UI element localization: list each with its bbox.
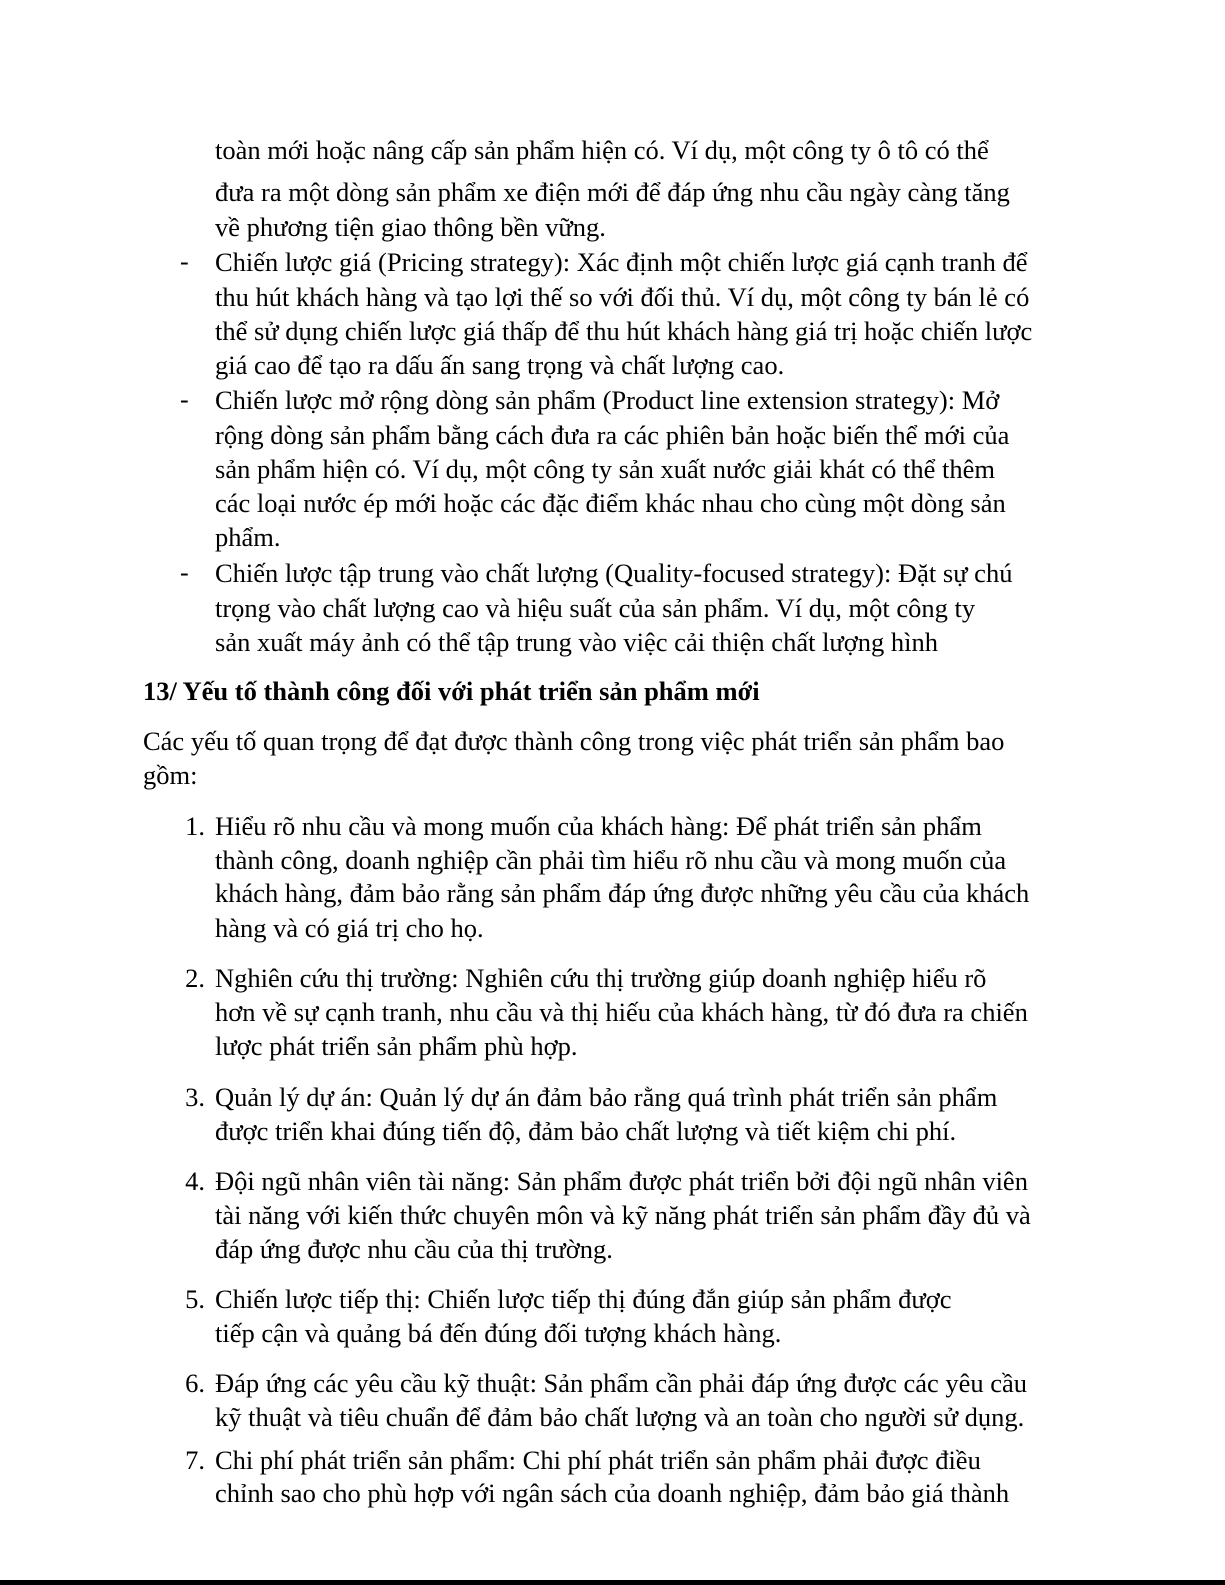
list-item-line: hàng và có giá trị cho họ. [215, 913, 484, 943]
bullet-line: thu hút khách hàng và tạo lợi thế so với đối thủ. Ví dụ, một công ty bán lẻ có [215, 282, 1030, 312]
body-line: toàn mới hoặc nâng cấp sản phẩm hiện có. Ví dụ, một công ty ô tô có thể [215, 135, 989, 165]
list-item-line: Chiến lược tiếp thị: Chiến lược tiếp thị đúng đắn giúp sản phẩm được [215, 1284, 952, 1314]
list-number: 7. [185, 1445, 205, 1475]
list-item-line: thành công, doanh nghiệp cần phải tìm hiểu rõ nhu cầu và mong muốn của [215, 845, 1007, 875]
bullet-line: phẩm. [215, 522, 281, 552]
bullet-line: rộng dòng sản phẩm bằng cách đưa ra các phiên bản hoặc biến thể mới của [215, 420, 1010, 450]
body-line: về phương tiện giao thông bền vững. [215, 212, 606, 242]
list-item-line: Đội ngũ nhân viên tài năng: Sản phẩm được phát triển bởi đội ngũ nhân viên [215, 1166, 1028, 1196]
list-item-line: tiếp cận và quảng bá đến đúng đối tượng khách hàng. [215, 1318, 782, 1348]
bullet-line: sản phẩm hiện có. Ví dụ, một công ty sản xuất nước giải khát có thể thêm [215, 454, 996, 484]
bullet-dash: - [180, 558, 189, 587]
bullet-line: sản xuất máy ảnh có thể tập trung vào việc cải thiện chất lượng hình [215, 627, 939, 657]
bullet-dash: - [180, 247, 189, 276]
page-bottom-edge [0, 1580, 1225, 1585]
intro-line: Các yếu tố quan trọng để đạt được thành công trong việc phát triển sản phẩm bao [143, 726, 1005, 756]
intro-line: gồm: [143, 760, 198, 790]
list-item-line: tài năng với kiến thức chuyên môn và kỹ năng phát triển sản phẩm đầy đủ và [215, 1200, 1031, 1230]
body-line: đưa ra một dòng sản phẩm xe điện mới để đáp ứng nhu cầu ngày càng tăng [215, 177, 1010, 207]
list-item-line: kỹ thuật và tiêu chuẩn để đảm bảo chất lượng và an toàn cho người sử dụng. [215, 1402, 1025, 1432]
list-item-line: khách hàng, đảm bảo rằng sản phẩm đáp ứng được những yêu cầu của khách [215, 878, 1030, 908]
bullet-line: các loại nước ép mới hoặc các đặc điểm khác nhau cho cùng một dòng sản [215, 488, 1006, 518]
bullet-line: giá cao để tạo ra dấu ấn sang trọng và chất lượng cao. [215, 350, 785, 380]
list-item-line: Hiểu rõ nhu cầu và mong muốn của khách hàng: Để phát triển sản phẩm [215, 811, 982, 841]
list-item-line: Quản lý dự án: Quản lý dự án đảm bảo rằng quá trình phát triển sản phẩm [215, 1082, 998, 1112]
bullet-line: Chiến lược mở rộng dòng sản phẩm (Product line extension strategy): Mở [215, 385, 1000, 415]
list-item-line: được triển khai đúng tiến độ, đảm bảo chất lượng và tiết kiệm chi phí. [215, 1116, 957, 1146]
bullet-dash: - [180, 385, 189, 414]
list-item-line: Đáp ứng các yêu cầu kỹ thuật: Sản phẩm cần phải đáp ứng được các yêu cầu [215, 1368, 1028, 1398]
list-item-line: đáp ứng được nhu cầu của thị trường. [215, 1234, 613, 1264]
list-number: 5. [185, 1284, 205, 1314]
list-number: 2. [185, 963, 205, 993]
list-number: 1. [185, 811, 205, 841]
list-item-line: lược phát triển sản phẩm phù hợp. [215, 1031, 578, 1061]
bullet-line: Chiến lược giá (Pricing strategy): Xác định một chiến lược giá cạnh tranh để [215, 247, 1028, 277]
list-item-line: chỉnh sao cho phù hợp với ngân sách của doanh nghiệp, đảm bảo giá thành [215, 1478, 1010, 1508]
list-number: 6. [185, 1368, 205, 1398]
list-number: 4. [185, 1166, 205, 1196]
bullet-line: trọng vào chất lượng cao và hiệu suất của sản phẩm. Ví dụ, một công ty [215, 593, 976, 623]
list-number: 3. [185, 1082, 205, 1112]
bullet-line: Chiến lược tập trung vào chất lượng (Quality-focused strategy): Đặt sự chú [215, 558, 1013, 588]
list-item-line: Chi phí phát triển sản phẩm: Chi phí phát triển sản phẩm phải được điều [215, 1445, 981, 1475]
list-item-line: hơn về sự cạnh tranh, nhu cầu và thị hiếu của khách hàng, từ đó đưa ra chiến [215, 997, 1028, 1027]
list-item-line: Nghiên cứu thị trường: Nghiên cứu thị trường giúp doanh nghiệp hiểu rõ [215, 963, 987, 993]
bullet-line: thể sử dụng chiến lược giá thấp để thu hút khách hàng giá trị hoặc chiến lược [215, 316, 1033, 346]
section-heading: 13/ Yếu tố thành công đối với phát triển sản phẩm mới [143, 676, 760, 706]
